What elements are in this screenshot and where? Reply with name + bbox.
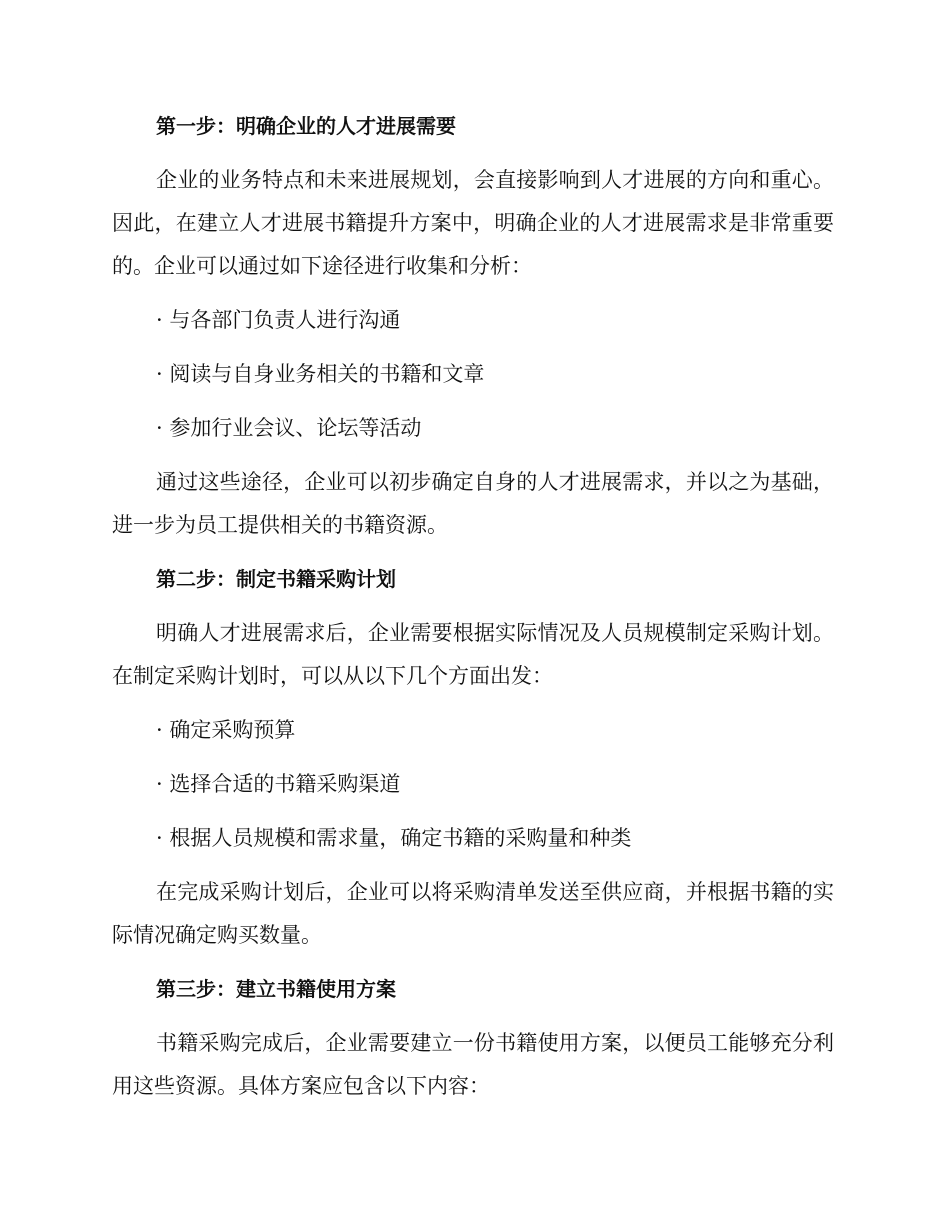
section-1-outro: 通过这些途径，企业可以初步确定自身的人才进展需求，并以之为基础，进一步为员工提供相关的书籍资源。 — [112, 470, 834, 537]
section-heading-1: 第一步：明确企业的人才进展需要 — [156, 114, 456, 138]
section-1-bullet-3: · 参加行业会议、论坛等活动 — [156, 416, 422, 440]
section-3-intro: 书籍采购完成后，企业需要建立一份书籍使用方案，以便员工能够充分利用这些资源。具体方案应包含以下内容： — [112, 1031, 834, 1098]
document-body — [112, 105, 834, 1108]
section-2-intro: 明确人才进展需求后，企业需要根据实际情况及人员规模制定采购计划。在制定采购计划时，可以从以下几个方面出发： — [112, 621, 834, 688]
section-1-bullet-2: · 阅读与自身业务相关的书籍和文章 — [156, 362, 485, 386]
section-1-intro: 企业的业务特点和未来进展规划，会直接影响到人才进展的方向和重心。因此，在建立人才进展书籍提升方案中，明确企业的人才进展需求是非常重要的。企业可以通过如下途径进行收集和分析： — [112, 168, 834, 278]
section-2-bullet-1: · 确定采购预算 — [156, 718, 296, 742]
section-heading-2: 第二步：制定书籍采购计划 — [156, 567, 396, 591]
section-1-bullet-1: · 与各部门负责人进行沟通 — [156, 308, 401, 332]
section-heading-3: 第三步：建立书籍使用方案 — [156, 977, 396, 1001]
section-2-bullet-3: · 根据人员规模和需求量，确定书籍的采购量和种类 — [156, 826, 632, 850]
section-2-bullet-2: · 选择合适的书籍采购渠道 — [156, 772, 401, 796]
section-2-outro: 在完成采购计划后，企业可以将采购清单发送至供应商，并根据书籍的实际情况确定购买数量。 — [112, 880, 834, 947]
